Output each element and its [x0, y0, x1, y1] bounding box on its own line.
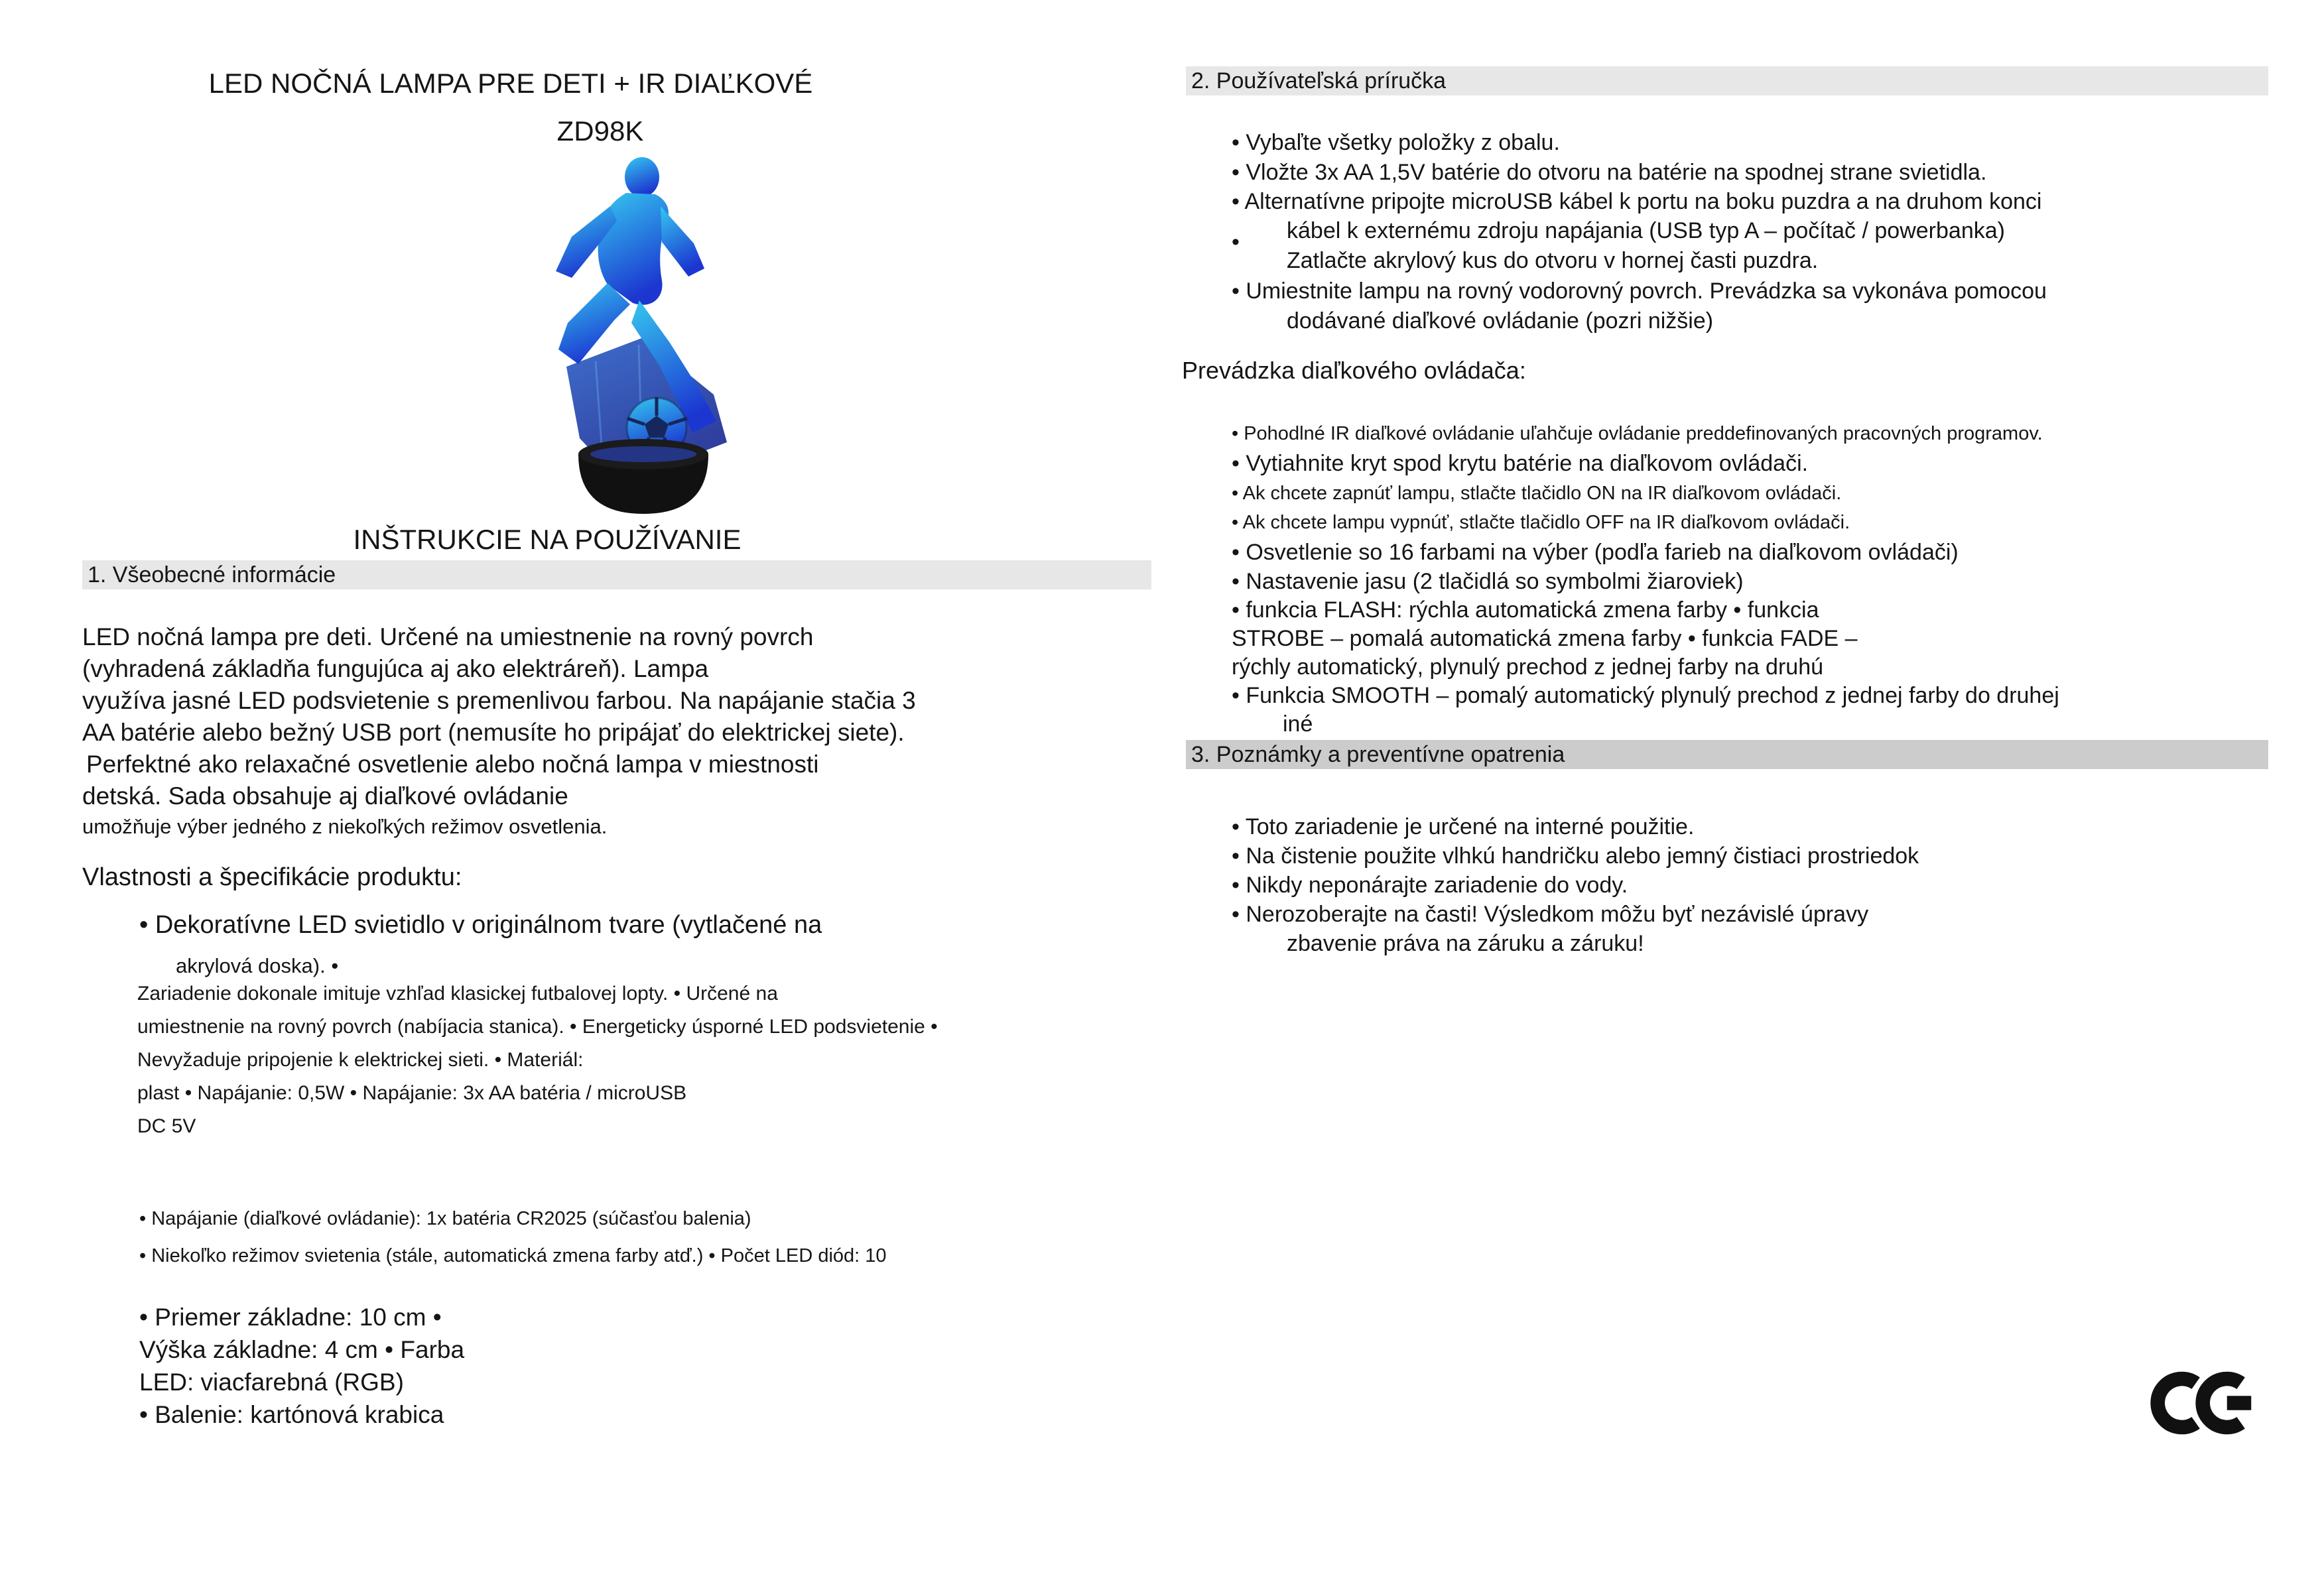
dimension-line: • Balenie: kartónová krabica [139, 1401, 444, 1428]
remote-bullet-continuation: STROBE – pomalá automatická zmena farby • funkcia FADE – [1232, 626, 1858, 651]
feature-line: Nevyžaduje pripojenie k elektrickej sieti. • Materiál: [137, 1049, 584, 1071]
lamp-base [578, 439, 708, 514]
section2-header-bar: 2. Používateľská príručka [1186, 66, 2268, 95]
usage-heading: INŠTRUKCIE NA POUŽÍVANIE [353, 524, 742, 555]
dimension-line: • Priemer základne: 10 cm • [139, 1304, 442, 1331]
footballer-lamp-illustration [503, 143, 768, 514]
footballer-led-lamp-image [503, 143, 768, 514]
notes-bullet: • Na čistenie použite vlhkú handričku alebo jemný čistiaci prostriedok [1232, 843, 1919, 869]
feature-bullet: • Dekoratívne LED svietidlo v originálnom tvare (vytlačené na [139, 911, 822, 939]
remote-bullet-small: • Ak chcete zapnúť lampu, stlačte tlačidlo ON na IR diaľkovom ovládači. [1232, 483, 1842, 504]
manual-bullet: • Umiestnite lampu na rovný vodorovný povrch. Prevádzka sa vykonáva pomocou [1232, 278, 2047, 304]
paragraph-line: LED nočná lampa pre deti. Určené na umiestnenie na rovný povrch [82, 623, 814, 650]
notes-bullet: • Nikdy neponárajte zariadenie do vody. [1232, 873, 1628, 898]
dimension-line: LED: viacfarebná (RGB) [139, 1369, 404, 1396]
power-bullet: • Niekoľko režimov svietenia (stále, automatická zmena farby atď.) • Počet LED diód: 10 [139, 1245, 887, 1266]
remote-bullet-small: • Ak chcete lampu vypnúť, stlačte tlačidlo OFF na IR diaľkovom ovládači. [1232, 512, 1850, 533]
features-heading: Vlastnosti a špecifikácie produktu: [82, 863, 462, 891]
remote-bullet: • Nastavenie jasu (2 tlačidlá so symbolmi žiaroviek) [1232, 569, 1744, 594]
feature-bullet-continuation: akrylová doska). • [176, 954, 339, 977]
notes-bullet: • Toto zariadenie je určené na interné použitie. [1232, 814, 1695, 839]
product-title: LED NOČNÁ LAMPA PRE DETI + IR DIAĽKOVÉ [208, 68, 813, 99]
ce-mark-glyph [2149, 1358, 2262, 1448]
paragraph-line: AA batérie alebo bežný USB port (nemusíte ho pripájať do elektrickej siete). [82, 719, 905, 746]
notes-bullet: • Nerozoberajte na časti! Výsledkom môžu byť nezávislé úpravy [1232, 902, 1869, 927]
notes-bullet-continuation: zbavenie práva na záruku a záruku! [1287, 931, 1644, 956]
manual-bullet: • Vložte 3x AA 1,5V batérie do otvoru na batérie na spodnej strane svietidla. [1232, 160, 1987, 185]
feature-line: Zariadenie dokonale imituje vzhľad klasickej futbalovej lopty. • Určené na [137, 983, 778, 1005]
manual-bullet-continuation: dodávané diaľkové ovládanie (pozri nižšie) [1287, 308, 1714, 334]
feature-line: plast • Napájanie: 0,5W • Napájanie: 3x AA batéria / microUSB [137, 1082, 687, 1104]
remote-bullet: • Osvetlenie so 16 farbami na výber (podľa farieb na diaľkovom ovládači) [1232, 540, 1959, 565]
manual-bullet-continuation: kábel k externému zdroju napájania (USB typ A – počítač / powerbanka) [1287, 218, 2005, 243]
feature-line: umiestnenie na rovný povrch (nabíjacia stanica). • Energeticky úsporné LED podsvietenie • [137, 1016, 938, 1038]
manual-bullet-continuation: Zatlačte akrylový kus do otvoru v hornej časti puzdra. [1287, 248, 1819, 273]
manual-bullet-marker: • [1232, 229, 1240, 255]
section3-header-bar: 3. Poznámky a preventívne opatrenia [1186, 740, 2268, 769]
ce-mark [2149, 1358, 2262, 1448]
paragraph-line: Perfektné ako relaxačné osvetlenie alebo nočná lampa v miestnosti [86, 751, 819, 778]
remote-bullet: • Vytiahnite kryt spod krytu batérie na diaľkovom ovládači. [1232, 451, 1809, 476]
manual-bullet: • Vybaľte všetky položky z obalu. [1232, 130, 1560, 155]
remote-bullet-continuation: rýchly automatický, plynulý prechod z jednej farby na druhú [1232, 654, 1824, 680]
paragraph-line: (vyhradená základňa fungujúca aj ako elektráreň). Lampa [82, 655, 709, 682]
remote-operation-heading: Prevádzka diaľkového ovládača: [1182, 357, 1526, 384]
manual-bullet: • Alternatívne pripojte microUSB kábel k portu na boku puzdra a na druhom konci [1232, 189, 2042, 214]
feature-line: DC 5V [137, 1115, 196, 1137]
product-model: ZD98K [556, 115, 644, 147]
remote-bullet: • funkcia FLASH: rýchla automatická zmena farby • funkcia [1232, 597, 1819, 623]
section1-header-bar: 1. Všeobecné informácie [82, 560, 1151, 589]
remote-bullet-small: • Pohodlné IR diaľkové ovládanie uľahčuje ovládanie preddefinovaných pracovných programov. [1232, 423, 2043, 444]
power-bullet: • Napájanie (diaľkové ovládanie): 1x batéria CR2025 (súčasťou balenia) [139, 1208, 751, 1229]
paragraph-line-small: umožňuje výber jedného z niekoľkých režimov osvetlenia. [82, 815, 608, 838]
remote-bullet-continuation: iné [1283, 711, 1313, 737]
paragraph-line: využíva jasné LED podsvietenie s premenlivou farbou. Na napájanie stačia 3 [82, 687, 916, 714]
paragraph-line: detská. Sada obsahuje aj diaľkové ovládanie [82, 782, 568, 810]
remote-bullet: • Funkcia SMOOTH – pomalý automatický plynulý prechod z jednej farby do druhej [1232, 683, 2059, 708]
dimension-line: Výška základne: 4 cm • Farba [139, 1336, 465, 1363]
base-glow [590, 446, 696, 462]
